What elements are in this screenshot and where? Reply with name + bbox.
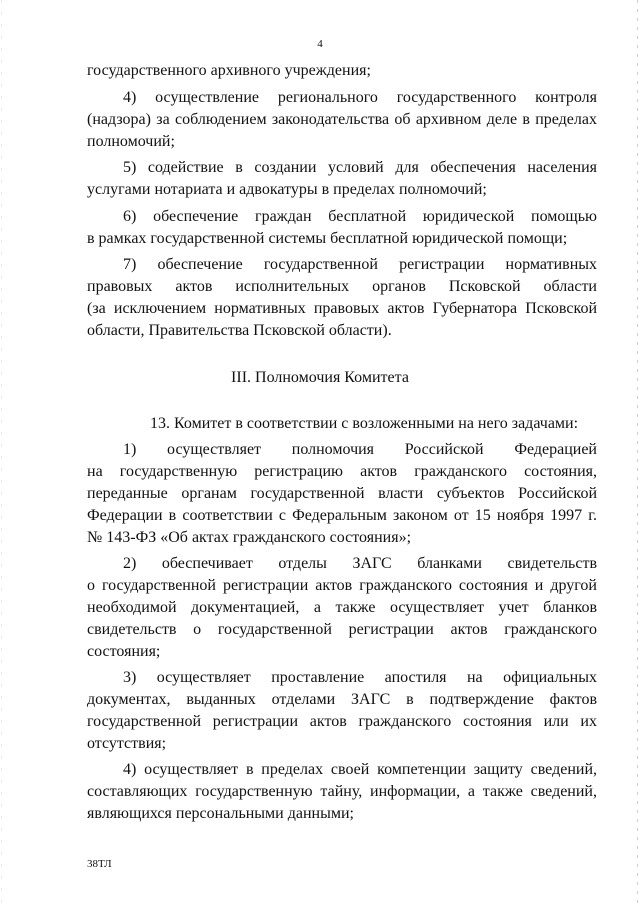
list-item-7-line2: правовых актов исполнительных органов Псковской области: [87, 278, 597, 295]
clause-13-item-4-line1: 4) осуществляет в пределах своей компетенции защиту сведений,: [123, 761, 597, 778]
text-line: государственного архивного учреждения;: [87, 62, 371, 79]
clause-13-item-3-line3: государственной регистрации актов гражданского состояния или их: [87, 713, 597, 730]
clause-13-item-2-line3: необходимой документацией, а также осуществляет учет бланков: [87, 599, 597, 616]
clause-13-item-1-line4: Федерации в соответствии с Федеральным законом от 15 ноября 1997 г.: [87, 507, 597, 524]
page-number: 4: [317, 38, 323, 50]
clause-13-item-4-line2: составляющих государственную тайну, информации, а также сведений,: [87, 783, 597, 800]
list-item-7-line3: (за исключением нормативных правовых актов Губернатора Псковской: [87, 300, 597, 317]
clause-13-item-1-line1: 1) осуществляет полномочия Российской Федерацией: [123, 441, 597, 458]
list-item-4-line2: (надзора) за соблюдением законодательства об архивном деле в пределах: [87, 111, 597, 128]
section-heading: III. Полномочия Комитета: [231, 369, 409, 386]
clause-13-item-3-line1: 3) осуществляет проставление апостиля на официальных: [123, 669, 597, 686]
clause-13-item-2-line5: состояния;: [87, 643, 161, 660]
list-item-7-line1: 7) обеспечение государственной регистрации нормативных: [123, 256, 597, 273]
scan-edge-right: [637, 0, 638, 905]
scan-edge-left: [1, 0, 2, 905]
clause-13-item-2-line1: 2) обеспечивает отделы ЗАГС бланками свидетельств: [123, 555, 597, 572]
clause-13-item-3-line2: документах, выданных отделами ЗАГС в подтверждение фактов: [87, 691, 597, 708]
clause-13-item-4-line3: являющихся персональными данными;: [87, 805, 354, 822]
clause-13-item-1-line2: на государственную регистрацию актов гражданского состояния,: [87, 463, 597, 480]
list-item-4-line3: полномочий;: [87, 133, 175, 150]
list-item-6-line1: 6) обеспечение граждан бесплатной юридической помощью: [123, 208, 597, 225]
clause-13-item-2-line4: свидетельств о государственной регистрации актов гражданского: [87, 621, 597, 638]
list-item-4-line1: 4) осуществление регионального государственного контроля: [123, 89, 597, 106]
clause-13-item-1-line3: переданные органам государственной власти субъектов Российской: [87, 485, 597, 502]
list-item-5-line1: 5) содействие в создании условий для обеспечения населения: [123, 159, 597, 176]
footer-document-code: 38ТЛ: [87, 858, 112, 870]
list-item-5-line2: услугами нотариата и адвокатуры в пределах полномочий;: [87, 181, 487, 198]
clause-13-item-3-line4: отсутствия;: [87, 735, 167, 752]
clause-13-intro: 13. Комитет в соответствии с возложенными на него задачами:: [150, 415, 579, 432]
clause-13-item-2-line2: о государственной регистрации актов гражданского состояния и другой: [87, 577, 597, 594]
list-item-6-line2: в рамках государственной системы бесплатной юридической помощи;: [87, 230, 568, 247]
clause-13-item-1-line5: № 143-ФЗ «Об актах гражданского состояния»;: [87, 529, 412, 546]
list-item-7-line4: области, Правительства Псковской области).: [87, 322, 392, 339]
